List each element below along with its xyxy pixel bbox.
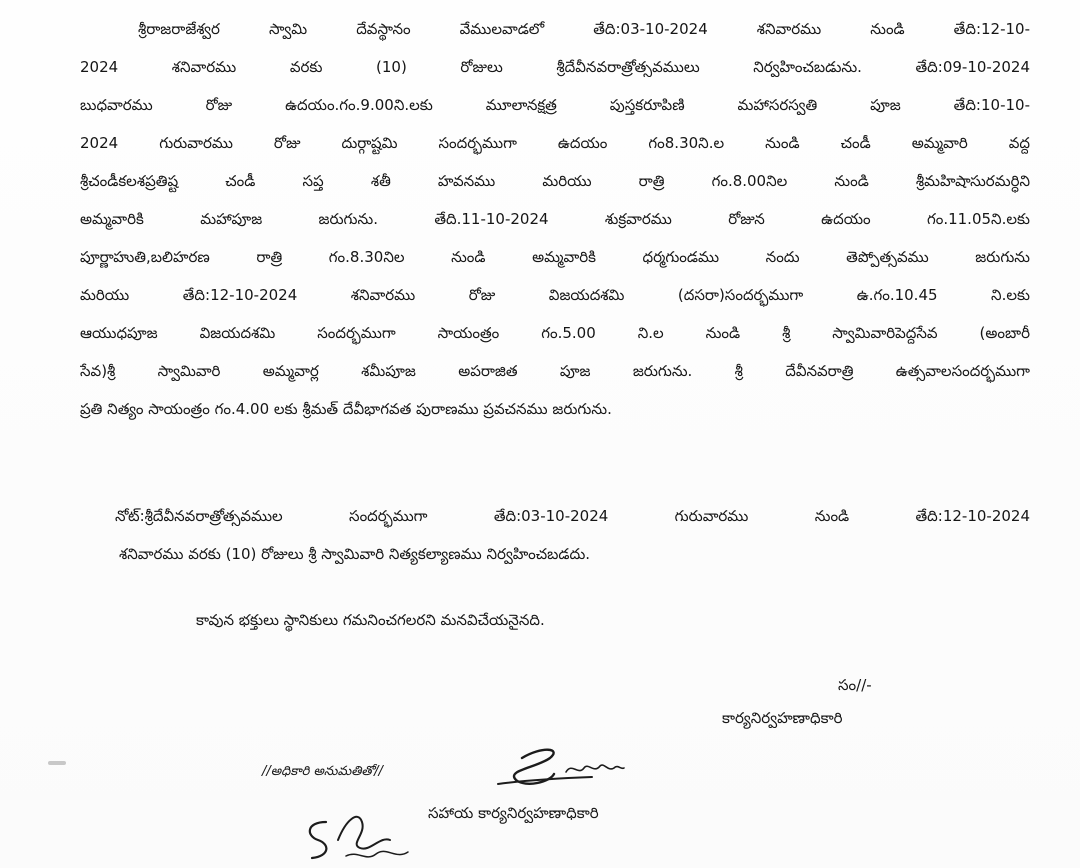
body-line: సేవ)శ్రీ స్వామివారి అమ్మవార్ల శమీపూజ అపరాజిత పూజ జరుగును. శ్రీ దేవీనవరాత్రి ఉత్సవాలసందర్భముగా [80, 362, 1030, 380]
body-line: శ్రీరాజరాజేశ్వర స్వామి దేవస్థానం వేములవాడలో తేది:03-10-2024 శనివారము నుండి తేది:12-10- [138, 20, 1030, 38]
body-line: బుధవారము రోజు ఉదయం.గం.9.00ని.లకు మూలానక్షత్ర పుస్తకరూపిణి మహాసరస్వతి పూజ తేది:10-10- [80, 96, 1030, 114]
request-line: కావున భక్తులు స్థానికులు గమనించగలరని మనవిచేయనైనది. [196, 611, 545, 629]
permission-note: //అధికారి అనుమతితో// [262, 764, 383, 779]
handwritten-signature-upper [488, 744, 628, 806]
body-line: మరియు తేది:12-10-2024 శనివారము రోజు విజయదశమి (దసరా)సందర్భముగా ఉ.గం.10.45 ని.లకు [80, 286, 1030, 304]
note-paragraph [115, 497, 1030, 573]
handwritten-signature-lower [300, 800, 430, 866]
body-line: ఆయుధపూజ విజయదశమి సందర్భముగా సాయంత్రం గం.5.00 ని.ల నుండి శ్రీ స్వామివారిపెద్దసేవ (అంబారీ [80, 324, 1030, 342]
note-line: నోట్:శ్రీదేవీనవరాత్రోత్సవముల సందర్భముగా తేది:03-10-2024 గురువారము నుండి తేది:12-10-2024 [115, 507, 1030, 525]
body-line: 2024 గురువారము రోజు దుర్గాష్టమి సందర్భముగా ఉదయం గం8.30ని.ల నుండి చండీ అమ్మవారి వద్ద [80, 134, 1030, 152]
body-line: పూర్ణాహుతి,బలిహరణ రాత్రి గం.8.30నిల నుండి అమ్మవారికి ధర్మగుండము నందు తెప్పోత్సవము జరుగును [80, 248, 1030, 266]
executive-officer-title: కార్యనిర్వహణాధికారి [722, 709, 843, 727]
body-line: 2024 శనివారము వరకు (10) రోజులు శ్రీదేవీనవరాత్రోత్సవములు నిర్వహించబడును. తేది:09-10-2024 [80, 58, 1030, 76]
scan-speck [48, 761, 66, 765]
sign-abbreviation: సం//- [838, 676, 872, 694]
assistant-officer-title: సహాయ కార్యనిర్వహణాధికారి [428, 804, 599, 822]
note-line: శనివారము వరకు (10) రోజులు శ్రీ స్వామివారి నిత్యకల్యాణము నిర్వహించబడదు. [119, 545, 591, 563]
body-line: ప్రతి నిత్యం సాయంత్రం గం.4.00 లకు శ్రీమత్ దేవీభాగవత పురాణము ప్రవచనము జరుగును. [80, 400, 612, 418]
notice-body-paragraph [80, 10, 1030, 428]
body-line: అమ్మవారికి మహాపూజ జరుగును. తేది.11-10-2024 శుక్రవారము రోజున ఉదయం గం.11.05ని.లకు [80, 210, 1030, 228]
body-line: శ్రీచండీకలశప్రతిష్ట చండీ సప్త శతీ హవనము మరియు రాత్రి గం.8.00నిల నుండి శ్రీమహిషాసురమర్ధిని [80, 172, 1030, 190]
